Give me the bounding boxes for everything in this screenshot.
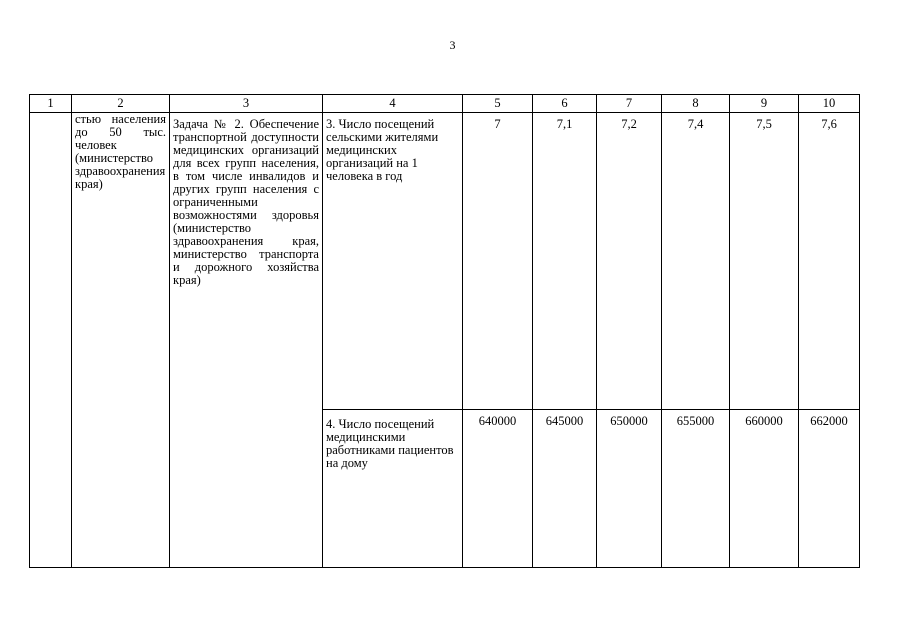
value-cell: 7,5 [730, 113, 799, 410]
value-cell: 640000 [463, 410, 533, 568]
indicator-cell [323, 113, 463, 410]
value-cell: 655000 [662, 410, 730, 568]
header-cell: 4 [323, 95, 463, 113]
event-cell [72, 113, 170, 568]
value-cell: 7,6 [799, 113, 860, 410]
value-cell: 660000 [730, 410, 799, 568]
value-cell: 7,2 [597, 113, 662, 410]
task-text: Задача № 2. Обеспечение транспортной доступности медицинских организаций для всех групп населения, в том числе инвалидов и других групп населения с ограниченными возможностями здоровья (министерство здравоохранения края, министерство транспорта и дорожного хозяйства края) [173, 117, 319, 287]
value-cell: 662000 [799, 410, 860, 568]
table-row [30, 113, 860, 410]
value-cell: 650000 [597, 410, 662, 568]
header-cell: 2 [72, 95, 170, 113]
indicator-cell [323, 410, 463, 568]
header-cell: 9 [730, 95, 799, 113]
value-cell: 7,1 [533, 113, 597, 410]
header-row [30, 95, 860, 113]
header-cell: 7 [597, 95, 662, 113]
task-cell [170, 113, 323, 568]
value-cell: 7,4 [662, 113, 730, 410]
header-cell: 6 [533, 95, 597, 113]
header-cell: 3 [170, 95, 323, 113]
page-number: 3 [449, 38, 456, 52]
header-cell: 5 [463, 95, 533, 113]
header-cell: 10 [799, 95, 860, 113]
indicators-table [29, 94, 860, 568]
empty-cell [30, 113, 72, 568]
header-cell: 8 [662, 95, 730, 113]
value-cell: 645000 [533, 410, 597, 568]
header-cell: 1 [30, 95, 72, 113]
event-text: стью населения до 50 тыс. человек (министерство здравоохранения края) [75, 112, 166, 191]
indicator-text: 4. Число посещений медицинскими работниками пациентов на дому [326, 417, 454, 470]
indicator-text: 3. Число посещений сельскими жителями медицинских организаций на 1 человека в год [326, 117, 439, 183]
value-cell: 7 [463, 113, 533, 410]
